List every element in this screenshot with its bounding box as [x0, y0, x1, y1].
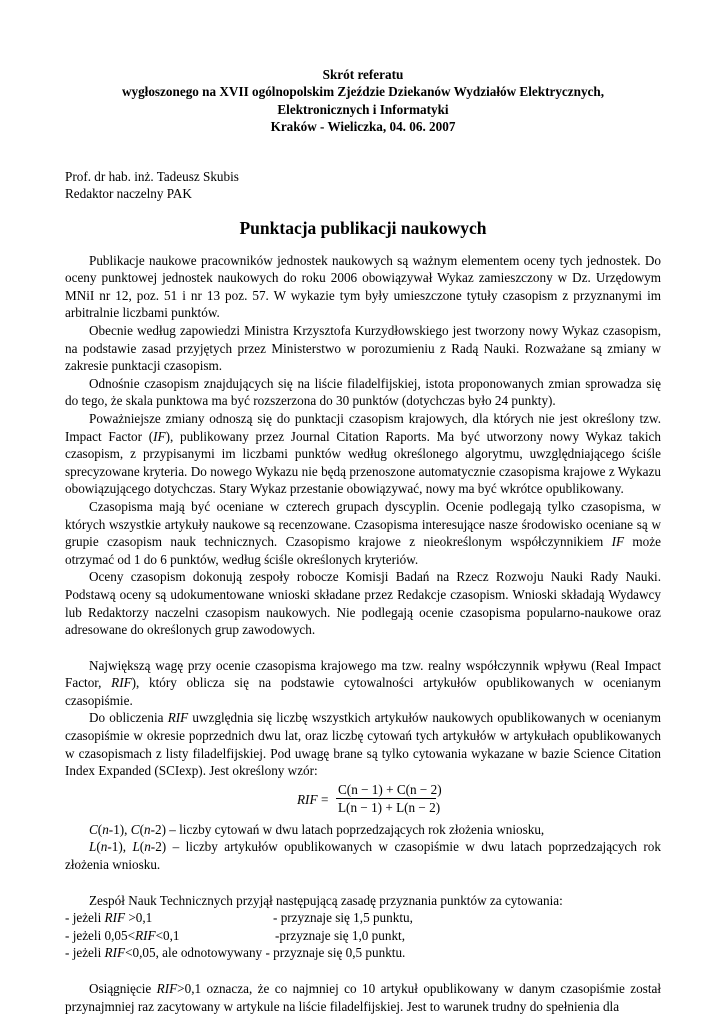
paragraph-2: Obecnie według zapowiedzi Ministra Krzysztofa Kurzydłowskiego jest tworzony nowy Wykaz czasopism, na podstawie zasad przyjętych przez Ministerstwo w porozumieniu z Radą Nauki. Rozważane są zmiany w zakresie punktacji czasopism.	[65, 323, 661, 374]
rule3-rif: RIF	[104, 945, 126, 961]
p5-if: IF	[611, 534, 625, 550]
p7-text-c: ), który oblicza się na podstawie cytowalności artykułów opublikowanych w ocenianym czasopiśmie.	[65, 675, 661, 708]
rule2-rif: RIF	[135, 927, 156, 943]
header-line-2: wygłoszonego na XVII ogólnopolskim Zjeździe Dziekanów Wydziałów Elektrycznych,	[121, 84, 605, 100]
rule3-text: <0,05, ale odnotowywany - przyznaje się 0,5 punktu.	[125, 945, 406, 961]
author-block	[65, 168, 661, 202]
def2-sep: -1),	[107, 839, 133, 855]
formula-denominator: L(n − 1) + L(n − 2)	[338, 799, 441, 815]
header-line-1: Skrót referatu	[322, 67, 404, 82]
rule1-cond: >0,1	[125, 910, 153, 926]
p4-text-c: ), publikowany przez Journal Citation Raports. Ma być utworzony nowy Wykaz takich czasopism, z przypisanymi im liczbami punktów według określonego algorytmu, uwzględniającego ściśle sprecyzowane kryteria. Do nowego Wykazu nie będą przenoszone automatycznie czasopisma krajowe z Wykazu obowiązującego dotychczas. Stary Wykaz przestanie obowiązywać, nowy ma być wkrótce opublikowany.	[65, 428, 661, 497]
p4-text-a: Poważniejsze zmiany odnoszą się do punktacji czasopism krajowych, dla których nie jest określony tzw. Impact Factor (	[65, 410, 661, 444]
def1-sep: -1),	[108, 821, 131, 837]
p8-text-c: uwzględnia się liczbę wszystkich artykułów naukowych opublikowanych w ocenianym czasopiśmie w okresie poprzednich dwu lat, oraz liczbę cytowań tych artykułów w artykułach opublikowanych w czasopismach z listy filadelfijskiej. Pod uwagę brane są tylko cytowania wykazane w bazie Science Citation Index Expanded (SCIexp). Jest określony wzór:	[65, 710, 661, 779]
definition-l	[65, 838, 661, 873]
p8-rif: RIF	[167, 710, 189, 726]
paragraph-1: Publikacje naukowe pracowników jednostek naukowych są ważnym elementem oceny tych jednostek. Do oceny punktowej jednostek naukowych do roku 2006 obowiązywał Wykaz zamieszczony w Dz. Urzędowym MNiI nr 12, poz. 51 i nr 13 poz. 57. W wykazie tym były umieszczone tytuły czasopism z przyznanymi im arbitralnie liczbami punktów.	[65, 252, 661, 321]
def2-l2: L	[132, 839, 140, 855]
formula-equals: =	[321, 791, 329, 807]
header-line-3: Elektronicznych i Informatyki	[277, 101, 449, 117]
p8-text-a: Do obliczenia	[89, 710, 168, 726]
formula-fraction	[336, 781, 442, 816]
document-content	[65, 66, 661, 1015]
p7-text-a: Największą wagę przy ocenie czasopisma krajowego ma tzw. realny współczynnik wpływu (Real Impact Factor,	[65, 657, 661, 691]
def1-n2: n	[143, 821, 151, 837]
rule2-prefix: - jeżeli 0,05<	[65, 927, 136, 943]
rif-formula	[65, 781, 661, 819]
paragraph-7	[65, 657, 661, 710]
document-title: Punktacja publikacji naukowych	[239, 217, 487, 238]
p9-text-c: >0,1 oznacza, że co najmniej co 10 artykuł opublikowany w danym czasopiśmie został przynajmniej raz zacytowany w artykule na liście filadelfijskiej. Jest to warunek trudny do spełnienia dla	[65, 981, 661, 1014]
rule2-cond: <0,1	[155, 927, 180, 943]
p7-rif: RIF	[111, 675, 132, 691]
rule1-rif: RIF	[104, 910, 126, 926]
def1-paren2: (	[139, 821, 144, 837]
p5-text-a: Czasopisma mają być oceniane w czterech grupach dyscyplin. Ocenie podlegają tylko czasopisma, w których wszystkie artykuły naukowe są recenzowane. Czasopisma interesujące nasze środowisko oceniane są w grupie czasopism nauk technicznych. Czasopismo krajowe z nieokreślonym współczynnikiem	[65, 498, 661, 550]
rule-line-2	[65, 927, 661, 945]
def1-text: -2) – liczby cytowań w dwu latach poprzedzających rok złożenia wniosku,	[150, 821, 545, 837]
formula-numerator: C(n − 1) + C(n − 2)	[338, 781, 442, 797]
def2-n2: n	[144, 839, 151, 855]
def1-c1: C	[89, 821, 98, 837]
def2-l1: L	[89, 839, 97, 855]
author-role: Redaktor naczelny PAK	[65, 185, 192, 201]
formula-lhs: RIF	[297, 791, 318, 807]
paragraph-5	[65, 498, 661, 568]
p4-if: IF	[153, 428, 166, 444]
rules-intro: Zespół Nauk Technicznych przyjął następującą zasadę przyznania punktów za cytowania:	[89, 892, 563, 908]
rule1-prefix: - jeżeli	[65, 910, 105, 926]
paragraph-4	[65, 410, 661, 498]
definition-c	[65, 821, 661, 839]
header-block	[65, 66, 661, 136]
rule-line-3	[65, 944, 661, 962]
paragraph-3: Odnośnie czasopism znajdujących się na liście filadelfijskiej, istota proponowanych zmian sprowadza się do tego, że skala punktowa ma być rozszerzona do 30 punktów (dotychczas było 24 punkty).	[65, 375, 661, 409]
def1-n1: n	[102, 821, 109, 837]
rule2-points: -przyznaje się 1,0 punkt,	[275, 927, 406, 943]
paragraph-gap	[65, 639, 661, 657]
def2-n1: n	[100, 839, 108, 855]
p9-rif: RIF	[156, 981, 178, 996]
rule3-prefix: - jeżeli	[65, 945, 105, 961]
author-name: Prof. dr hab. inż. Tadeusz Skubis	[65, 168, 239, 184]
def2-paren1: (	[96, 839, 101, 855]
def1-paren1: (	[97, 821, 103, 837]
paragraph-gap	[65, 962, 661, 980]
paragraph-gap	[65, 874, 661, 892]
rule-line-1	[65, 909, 661, 927]
header-line-4: Kraków - Wieliczka, 04. 06. 2007	[270, 119, 456, 135]
paragraph-6: Oceny czasopism dokonują zespoły robocze Komisji Badań na Rzecz Rozwoju Nauki Rady Nauki. Podstawą oceny są udokumentowane wnioski składane przez Redakcje czasopism. Wnioski składają Wydawcy lub Redaktorzy naczelni czasopism naukowych. Nie podlegają ocenie czasopisma popularno-naukowe oraz adresowane do określonych grup zawodowych.	[65, 569, 661, 638]
def2-text: -2) – liczby artykułów opublikowanych w czasopiśmie w dwu latach poprzedzających rok złożenia wniosku.	[65, 839, 661, 873]
def2-paren2: (	[139, 839, 145, 855]
def1-c2: C	[130, 821, 140, 837]
p5-text-c: może otrzymać od 1 do 6 punktów, według ściśle określonych kryteriów.	[65, 534, 661, 567]
rule1-points: - przyznaje się 1,5 punktu,	[273, 910, 413, 926]
paragraph-9	[65, 980, 661, 1015]
p9-text-a: Osiągnięcie	[89, 981, 157, 996]
paragraph-8	[65, 709, 661, 779]
